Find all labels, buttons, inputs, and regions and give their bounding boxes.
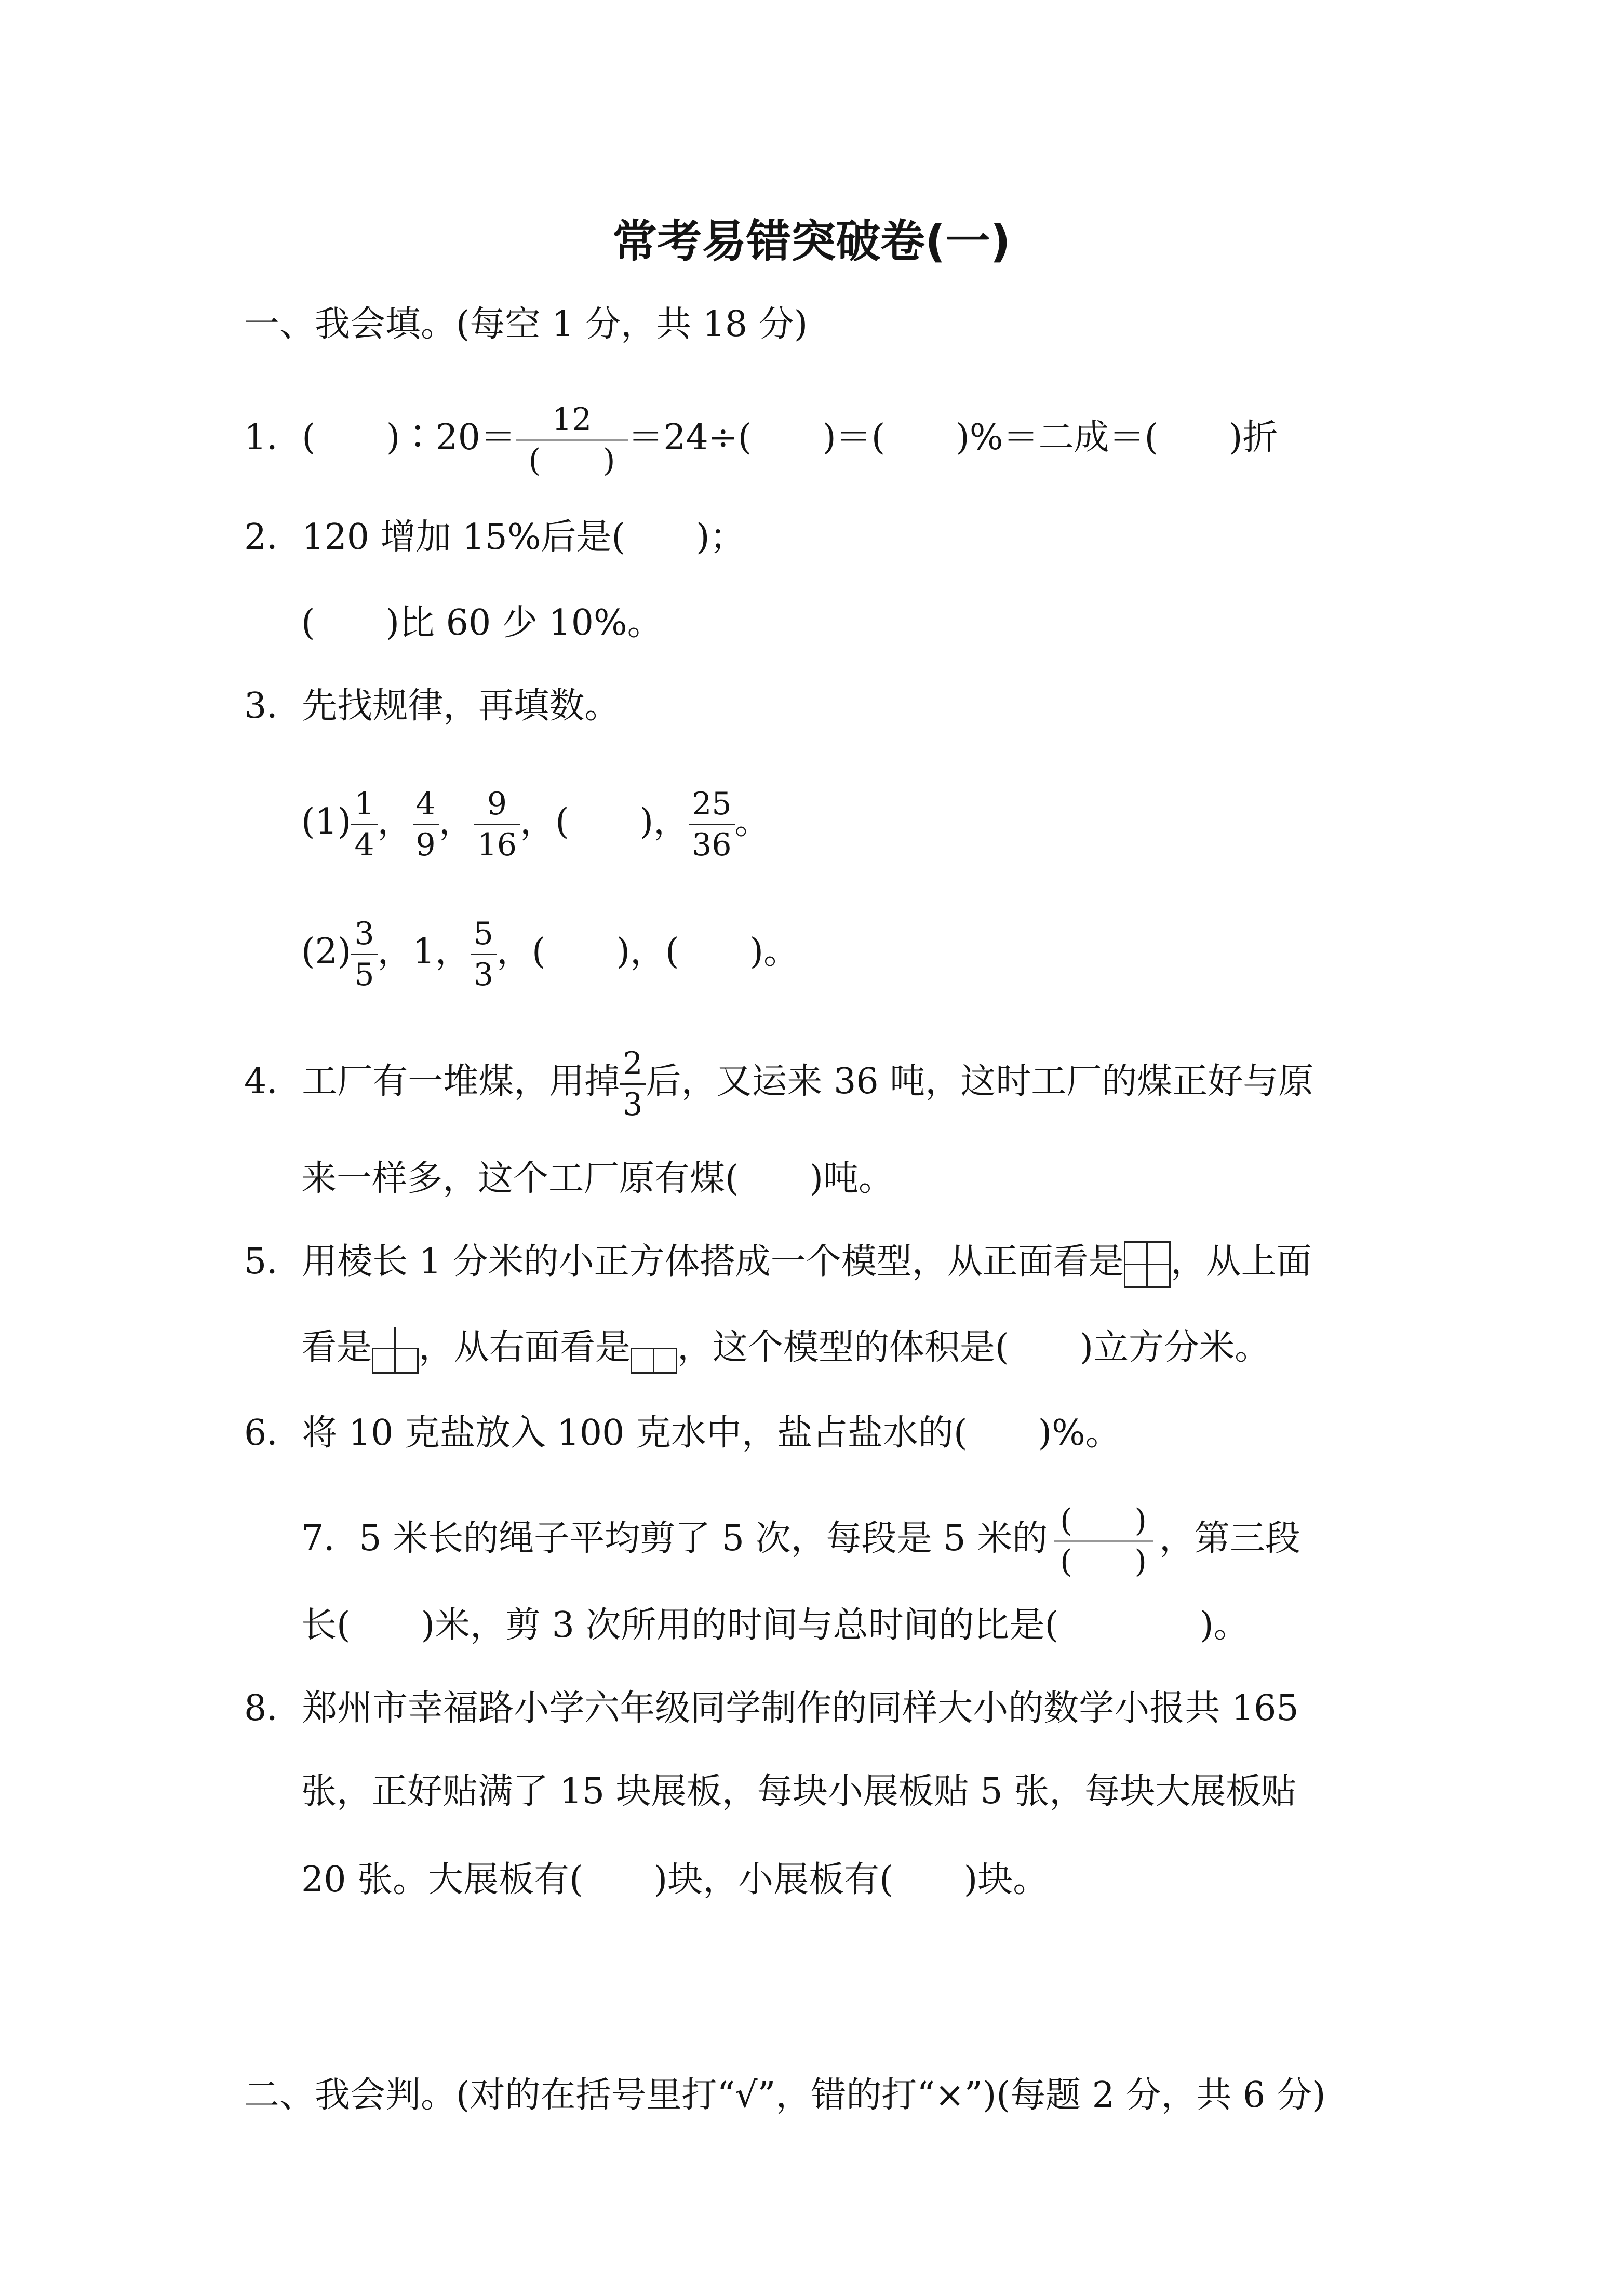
seq1-frac-2-num: 4 <box>413 784 439 825</box>
q4-frac-num: 2 <box>620 1044 646 1085</box>
q1-fraction <box>516 400 628 480</box>
q4-fraction <box>620 1044 646 1124</box>
question-3-sequence-1 <box>301 784 770 865</box>
question-2-line-1: 2．120 增加 15%后是( )； <box>244 517 745 558</box>
front-view-grid-icon <box>1124 1241 1171 1288</box>
seq2-fraction-2 <box>471 914 497 995</box>
top-view-grid-icon <box>372 1348 419 1374</box>
seq1-frac-3-den: 16 <box>477 827 517 863</box>
question-4-line-2: 来一样多，这个工厂原有煤( )吨。 <box>301 1158 894 1199</box>
question-8-line-1: 8．郑州市幸福路小学六年级同学制作的同样大小的数学小报共 165 <box>244 1688 1299 1729</box>
question-3-sequence-2 <box>301 914 799 995</box>
question-8-line-2: 张，正好贴满了 15 块展板，每块小展板贴 5 张，每块大展板贴 <box>301 1771 1297 1812</box>
seq1-fraction-3 <box>474 784 520 865</box>
question-4-line-1 <box>244 1044 1313 1124</box>
seq1-end: 。 <box>734 801 770 842</box>
q7-frac-num: ( ) <box>1054 1501 1153 1542</box>
seq1-blank: ，( )， <box>520 801 689 842</box>
seq2-fraction-1 <box>351 914 377 995</box>
seq1-frac-3-num: 9 <box>474 784 520 825</box>
seq2-frac-1-num: 3 <box>351 914 377 955</box>
q4-pre: 4．工厂有一堆煤，用掉 <box>244 1061 620 1102</box>
question-5-line-1 <box>244 1236 1312 1288</box>
seq1-fraction-1 <box>351 784 377 865</box>
q7-post: ，第三段 <box>1159 1518 1300 1559</box>
seq2-prefix: (2) <box>301 931 352 972</box>
q1-frac-den: ( ) <box>528 442 615 479</box>
question-6: 6．将 10 克盐放入 100 克水中，盐占盐水的( )%。 <box>244 1413 1121 1454</box>
q5-line2-c: ，这个模型的体积是( )立方分米。 <box>677 1327 1270 1368</box>
q4-frac-den: 3 <box>623 1086 643 1123</box>
seq1-comma: ， <box>438 801 474 842</box>
seq2-frac-2-num: 5 <box>471 914 497 955</box>
page-title: 常考易错突破卷(一) <box>612 216 1011 267</box>
q5-line1-pre: 5．用棱长 1 分米的小正方体搭成一个模型，从正面看是 <box>244 1241 1124 1282</box>
question-1 <box>244 400 1278 480</box>
seq1-frac-2-den: 9 <box>415 827 436 863</box>
seq1-last-den: 36 <box>692 827 732 863</box>
question-3-line-1: 3．先找规律，再填数。 <box>244 686 620 727</box>
seq1-comma: ， <box>377 801 413 842</box>
q5-line1-post: ，从上面 <box>1170 1241 1312 1282</box>
q4-post: 后，又运来 36 吨，这时工厂的煤正好与原 <box>646 1061 1314 1102</box>
seq2-tail: ，( )，( )。 <box>496 931 799 972</box>
q1-lead: 1．( )∶20＝ <box>244 417 516 458</box>
question-5-line-2 <box>301 1322 1270 1374</box>
seq1-fraction-last <box>689 784 734 865</box>
question-8-line-3: 20 张。大展板有( )块，小展板有( )块。 <box>301 1859 1049 1900</box>
section1-heading: 一、我会填。(每空 1 分，共 18 分) <box>244 304 808 345</box>
seq2-mid: ，1， <box>377 931 471 972</box>
q7-fraction <box>1054 1501 1153 1581</box>
q1-frac-num: 12 <box>516 400 628 441</box>
question-7-line-2: 长( )米，剪 3 次所用的时间与总时间的比是( )。 <box>301 1605 1249 1646</box>
section2-heading: 二、我会判。(对的在括号里打“√”，错的打“×”)(每题 2 分，共 6 分) <box>244 2075 1326 2116</box>
seq2-frac-2-den: 3 <box>473 957 493 993</box>
q5-line2-a: 看是 <box>301 1327 372 1368</box>
q1-tail: ＝24÷( )＝( )%＝二成＝( )折 <box>628 417 1278 458</box>
seq1-fraction-2 <box>413 784 439 865</box>
q7-frac-den: ( ) <box>1060 1543 1147 1580</box>
seq1-frac-1-den: 4 <box>354 827 374 863</box>
seq1-frac-1-num: 1 <box>351 784 377 825</box>
right-view-grid-icon <box>631 1348 677 1374</box>
seq2-frac-1-den: 5 <box>354 957 374 993</box>
question-7-line-1 <box>301 1501 1300 1581</box>
question-2-line-2: ( )比 60 少 10%。 <box>301 602 663 643</box>
seq1-last-num: 25 <box>689 784 734 825</box>
q5-line2-b: ，从右面看是 <box>419 1327 631 1368</box>
q7-pre: 7．5 米长的绳子平均剪了 5 次，每段是 5 米的 <box>301 1518 1048 1559</box>
seq1-prefix: (1) <box>301 801 352 842</box>
